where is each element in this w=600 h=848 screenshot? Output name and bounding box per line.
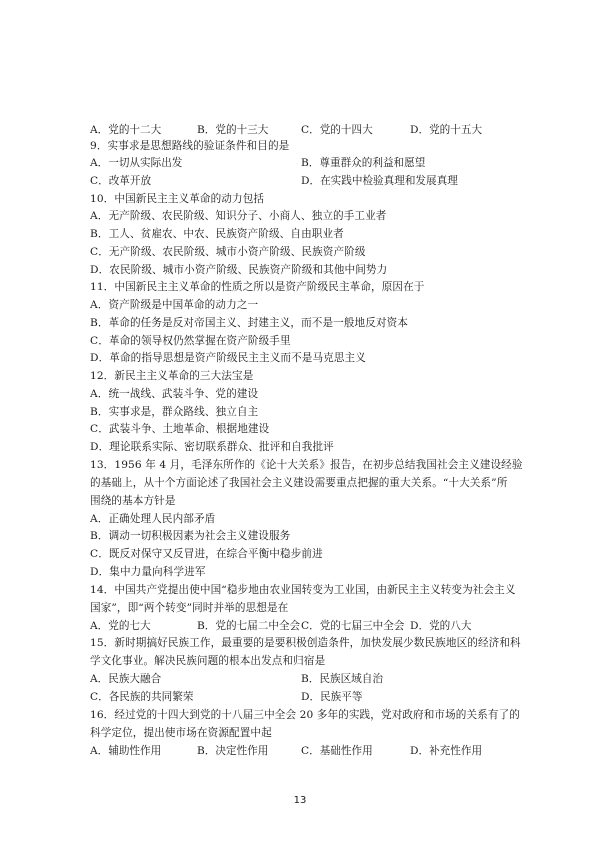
q13-option-b: B．调动一切积极因素为社会主义建设服务 bbox=[90, 530, 291, 542]
q10-option-a: A．无产阶级、农民阶级、知识分子、小商人、独立的手工业者 bbox=[90, 210, 387, 222]
q15-option-d: D．民族平等 bbox=[301, 691, 363, 703]
q11-stem: 11．中国新民主主义革命的性质之所以是资产阶级民主革命，原因在于 bbox=[90, 281, 425, 293]
q15-stem-line-2: 学文化事业。解决民族问题的根本出发点和归宿是 bbox=[90, 655, 326, 667]
q16-option-b: B．决定性作用 bbox=[197, 745, 269, 757]
q14-stem-line-1: 14．中国共产党提出使中国“稳步地由农业国转变为工业国，由新民主主义转变为社会主义 bbox=[90, 584, 516, 596]
q12-option-d: D．理论联系实际、密切联系群众、批评和自我批评 bbox=[90, 441, 334, 453]
q16-option-c: C．基础性作用 bbox=[301, 745, 373, 757]
q16-stem-line-1: 16．经过党的十四大到党的十八届三中全会 20 多年的实践，党对政府和市场的关系有了的 bbox=[90, 709, 520, 721]
q10-stem: 10．中国新民主主义革命的动力包括 bbox=[90, 193, 265, 205]
q11-option-d: D．革命的指导思想是资产阶级民主主义而不是马克思主义 bbox=[90, 352, 366, 364]
q15-option-b: B．民族区域自治 bbox=[301, 673, 383, 685]
q13-option-a: A．正确处理人民内部矛盾 bbox=[90, 513, 216, 525]
q11-option-c: C．革命的领导权仍然掌握在资产阶级手里 bbox=[90, 335, 291, 347]
q15-option-a: A．民族大融合 bbox=[90, 673, 162, 685]
page-number: 13 bbox=[293, 795, 307, 806]
q11-option-b: B．革命的任务是反对帝国主义、封建主义，而不是一般地反对资本 bbox=[90, 317, 409, 329]
q9-option-d: D．在实践中检验真理和发展真理 bbox=[301, 175, 458, 187]
q14-option-c: C．党的七届三中全会 bbox=[301, 620, 405, 632]
q12-stem: 12．新民主主义革命的三大法宝是 bbox=[90, 370, 254, 382]
q10-option-b: B．工人、贫雇农、中农、民族资产阶级、自由职业者 bbox=[90, 228, 344, 240]
q16-option-a: A．辅助性作用 bbox=[90, 745, 162, 757]
q11-option-a: A．资产阶级是中国革命的动力之一 bbox=[90, 299, 259, 311]
q14-option-a: A．党的七大 bbox=[90, 620, 151, 632]
q10-option-d: D．农民阶级、城市小资产阶级、民族资产阶级和其他中间势力 bbox=[90, 264, 388, 276]
q14-stem-line-2: 国家”，即“两个转变”同时并举的思想是在 bbox=[90, 602, 289, 614]
q13-stem-line-1: 13．1956 年 4 月，毛泽东所作的《论十大关系》报告，在初步总结我国社会主义建设经验 bbox=[90, 459, 523, 471]
q8-option-b: B．党的十三大 bbox=[197, 124, 269, 136]
q9-stem: 9．实事求是思想路线的验证条件和目的是 bbox=[90, 140, 290, 152]
q15-stem-line-1: 15．新时期搞好民族工作，最重要的是要积极创造条件，加快发展少数民族地区的经济和科 bbox=[90, 637, 521, 649]
q9-option-a: A．一切从实际出发 bbox=[90, 157, 183, 169]
q12-option-c: C．武装斗争、土地革命、根据地建设 bbox=[90, 423, 270, 435]
q14-option-d: D．党的八大 bbox=[410, 620, 472, 632]
q9-option-b: B．尊重群众的利益和愿望 bbox=[301, 157, 426, 169]
q15-option-c: C．各民族的共同繁荣 bbox=[90, 691, 194, 703]
q8-option-a: A．党的十二大 bbox=[90, 124, 162, 136]
q13-stem-line-3: 围绕的基本方针是 bbox=[90, 495, 176, 507]
q9-option-c: C．改革开放 bbox=[90, 175, 152, 187]
q13-stem-line-2: 的基础上，从十个方面论述了我国社会主义建设需要重点把握的重大关系。“十大关系”所 bbox=[90, 477, 508, 489]
q8-option-d: D．党的十五大 bbox=[410, 124, 483, 136]
q14-option-b: B．党的七届二中全会 bbox=[197, 620, 301, 632]
q10-option-c: C．无产阶级、农民阶级、城市小资产阶级、民族资产阶级 bbox=[90, 246, 366, 258]
q12-option-a: A．统一战线、武装斗争、党的建设 bbox=[90, 388, 259, 400]
q16-stem-line-2: 科学定位，提出使市场在资源配置中起 bbox=[90, 727, 272, 739]
q13-option-d: D．集中力量向科学进军 bbox=[90, 566, 206, 578]
q16-option-d: D．补充性作用 bbox=[410, 745, 483, 757]
q12-option-b: B．实事求是，群众路线、独立自主 bbox=[90, 406, 259, 418]
q13-option-c: C．既反对保守又反冒进，在综合平衡中稳步前进 bbox=[90, 548, 323, 560]
q8-option-c: C．党的十四大 bbox=[301, 124, 373, 136]
